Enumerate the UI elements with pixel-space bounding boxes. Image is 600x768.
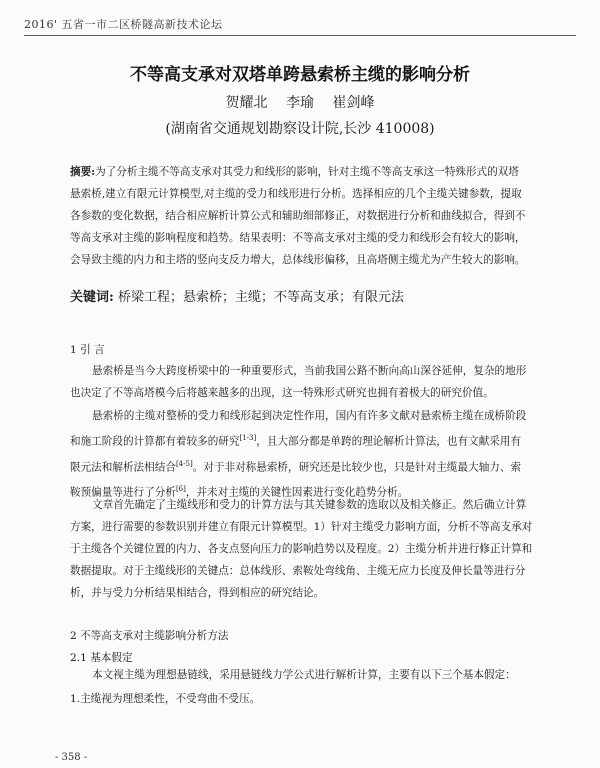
body-line: 方案，进行需要的参数识别并建立有限元计算模型。1）针对主缆受力影响方面，分析不等高支承对 [70,521,533,533]
intro-paragraph-2 [70,405,536,504]
keywords-text: 桥梁工程；悬索桥；主缆；不等高支承；有限元法 [117,290,404,305]
authors: 贺耀北 李瑜 崔剑峰 [225,95,375,111]
paper-title: 不等高支承对双塔单跨悬索桥主缆的影响分析 [130,65,470,85]
keywords [70,286,404,305]
assumption-paragraph [70,664,536,686]
body-line: 和施工阶段的计算都有着较多的研究[1-3]，且大部分都是单跨的理论解析计算法，也有文献采用有 [70,434,522,448]
abstract [70,161,536,271]
citation-ref: [6] [175,485,186,494]
page-number: - 358 - [55,752,88,763]
intro-paragraph-3 [70,494,536,604]
body-line: 悬索桥是当今大跨度桥梁中的一种重要形式，当前我国公路不断向高山深谷延伸，复杂的地形 [92,365,527,377]
intro-paragraph-1 [70,360,536,404]
abstract-line: 各参数的变化数据，结合相应解析计算公式和辅助细部修正，对数据进行分析和曲线拟合，得到不 [70,210,526,222]
citation-ref: [4-5] [175,459,193,468]
section-heading-2-1: 2.1 基本假定 [70,652,133,664]
body-line: 于主缆各个关键位置的内力、各支点竖向压力的影响趋势以及程度。2）主缆分析并进行修正计算和 [70,543,533,555]
affiliation: (湖南省交通规划勘察设计院,长沙 410008) [165,121,435,137]
abstract-line: 为了分析主缆不等高支承对其受力和线形的影响，针对主缆不等高支承这一特殊形式的双塔 [95,166,519,178]
abstract-line: 悬索桥,建立有限元计算模型,对主缆的受力和线形进行分析。选择相应的几个主缆关键参数，提取 [70,188,522,200]
section-heading-intro: 1 引 言 [70,344,105,356]
assumption-item-1 [70,688,536,710]
body-line: 文章首先确定了主缆线形和受力的计算方法与其关键参数的选取以及相关修正。然后确立计算 [92,499,527,511]
body-line: 1.主缆视为理想柔性，不受弯曲不受压。 [70,693,261,705]
body-line: 本文视主缆为理想悬链线，采用悬链线力学公式进行解析计算，主要有以下三个基本假定： [92,669,516,681]
body-line: 悬索桥的主缆对整桥的受力和线形起到决定性作用，国内有许多文献对悬索桥主缆在成桥阶段 [92,410,527,422]
citation-ref: [1-3] [239,434,257,442]
header-divider [24,35,576,36]
keywords-label: 关键词: [70,290,114,305]
abstract-line: 等高支承对主缆的影响程度和趋势。结果表明：不等高支承对主缆的受力和线形会有较大的影响， [70,232,526,244]
section-heading-2: 2 不等高支承对主缆影响分析方法 [70,630,229,642]
abstract-line: 会导致主缆的内力和主塔的竖向支反力增大，总体线形偏移，且高塔侧主缆尤为产生较大的影响。 [70,254,526,266]
body-line: 限元法和解析法相结合[4-5]。对于非对称悬索桥，研究还是比较少也，只是针对主缆最大轴力、索 [70,459,522,474]
abstract-label: 摘要: [70,166,96,178]
body-line: 鞍预偏量等进行了分析[6]，并未对主缆的关键性因素进行变化趋势分析。 [70,485,409,499]
body-line: 也决定了不等高塔模今后将越来越多的出现，这一特殊形式研究也拥有着极大的研究价值。 [70,387,494,399]
body-line: 析，并与受力分析结果相结合，得到相应的研究结论。 [70,587,325,599]
body-line: 数据提取。对于主缆线形的关键点：总体线形、索鞍处弯线角、主缆无应力长度及伸长量等进行分 [70,565,526,577]
running-header: 2016' 五省一市二区桥隧高新技术论坛 [24,18,223,31]
